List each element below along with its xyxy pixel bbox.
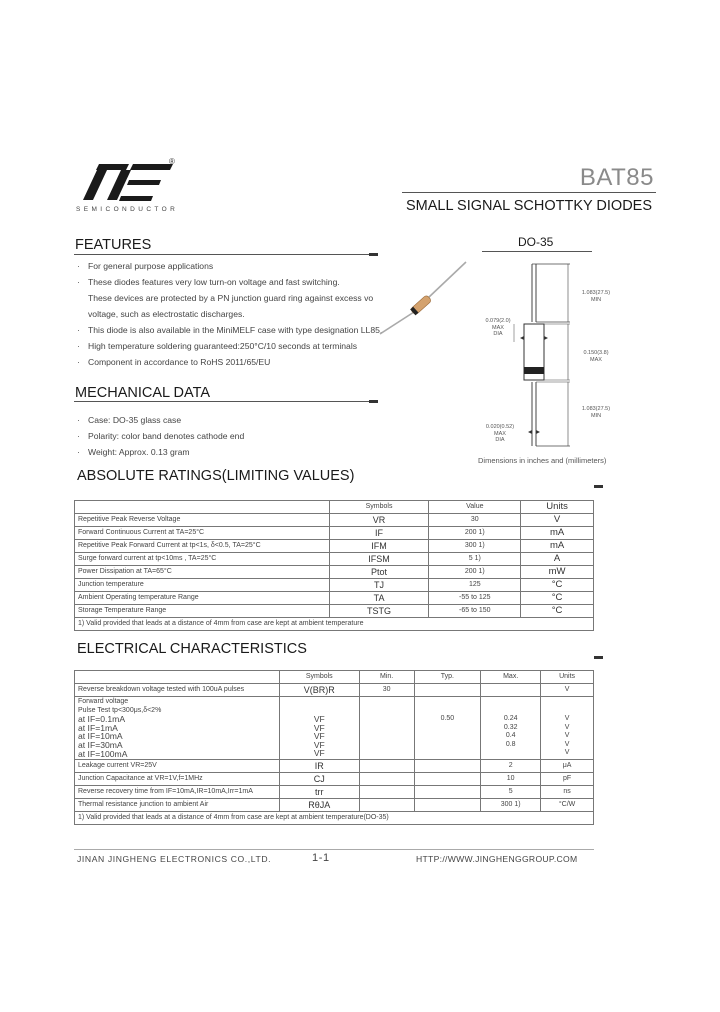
table-cell: IFSM [329,553,429,566]
table-cell [359,773,414,786]
table-cell: °C [521,579,594,592]
text-line: VF [313,739,325,750]
table-cell: 200 1) [429,527,521,540]
text-line: Component in accordance to RoHS 2011/65/EU [88,357,271,367]
table-row [75,760,594,773]
text-line: This diode is also available in the MiniMELF case with type designation LL85. [88,325,383,335]
package-caption: Dimensions in inches and (millimeters) [478,456,607,465]
text-line: at IF=100mA [78,748,128,759]
list-item [77,354,382,370]
features-rule-tick [369,253,378,256]
footer-website-link[interactable]: HTTP://WWW.JINGHENGGROUP.COM [416,854,578,864]
table-cell: Reverse recovery time from IF=10mA,IR=10mA,Irr=1mA [75,786,280,799]
table-row [75,579,594,592]
mechanical-rule [74,401,378,402]
text-line: · [77,325,80,335]
table-cell: trr [279,786,359,799]
table-cell: A [521,553,594,566]
features-rule [74,254,378,255]
text-line: · [77,261,80,271]
table-cell: °C [521,605,594,618]
table-cell [481,684,541,697]
table-cell [75,671,280,684]
table-cell: Units [521,501,594,514]
table-row [75,799,594,812]
text-line: Weight: Approx. 0.13 gram [88,447,190,457]
table-cell: V [541,684,594,697]
table-cell: Junction Capacitance at VR=1V,f=1MHz [75,773,280,786]
table-cell: V(BR)R [279,684,359,697]
absolute-ratings-table [74,500,594,631]
table-cell: 125 [429,579,521,592]
table-cell: Typ. [414,671,481,684]
diode-photo [374,258,474,338]
table-cell: mW [521,566,594,579]
dim-body-diameter: 0.079(2.0) MAX DIA [485,318,511,337]
footer-page-number: 1-1 [312,852,330,864]
text-line: These devices are protected by a PN junction guard ring against excess vo [88,293,374,303]
table-cell [481,697,541,760]
table-cell: Leakage current VR=25V [75,760,280,773]
table-cell: Surge forward current at tp<10ms , TA=25°C [75,553,330,566]
header-rule [402,192,656,193]
table-row [75,684,594,697]
table-footnote-row [75,618,594,631]
table-cell: Forward Continuous Current at TA=25°C [75,527,330,540]
text-line: V [564,723,570,731]
table-cell [359,697,414,760]
table-row [75,773,594,786]
text-line: 0.24 [503,715,518,722]
text-line: · [77,415,80,425]
text-line: · [77,277,80,287]
table-cell [359,799,414,812]
text-line: These diodes features very low turn-on voltage and fast switching. [88,277,340,287]
text-line: Forward voltage [78,698,129,705]
text-line: · [77,341,80,351]
table-cell: °C/W [541,799,594,812]
table-cell: TA [329,592,429,605]
text-line: · [77,447,80,457]
table-cell: 2 [481,760,541,773]
table-cell [414,760,481,773]
absolute-title: ABSOLUTE RATINGS(LIMITING VALUES) [77,468,355,484]
table-cell [414,773,481,786]
electrical-title: ELECTRICAL CHARACTERISTICS [77,641,307,657]
table-cell [414,697,481,760]
text-line: at IF=1mA [78,722,118,733]
table-header-row [75,671,594,684]
text-line: Pulse Test tp<300μs,δ<2% [78,706,162,714]
table-row [75,605,594,618]
text-line: · [77,431,80,441]
table-cell: Storage Temperature Range [75,605,330,618]
table-cell: 5 [481,786,541,799]
features-list [77,258,382,370]
table-row [75,553,594,566]
text-line: V [564,732,570,740]
table-cell: 200 1) [429,566,521,579]
dim-body-length: 0.150(3.8) MAX [583,350,609,363]
part-number: BAT85 [579,164,654,191]
document-subtitle: SMALL SIGNAL SCHOTTKY DIODES [406,198,653,214]
table-cell: IF [329,527,429,540]
table-cell: Ambient Operating temperature Range [75,592,330,605]
text-line: VF [313,731,325,742]
table-cell: Repetitive Peak Forward Current at tp<1s, δ<0.5, TA=25°C [75,540,330,553]
electrical-tick [594,656,603,659]
table-cell [279,697,359,760]
mechanical-list [77,412,244,460]
table-cell: IFM [329,540,429,553]
table-cell: 300 1) [429,540,521,553]
table-cell: Ptot [329,566,429,579]
table-cell: 30 [429,514,521,527]
list-item [77,306,382,322]
dim-lead-bottom: 1.083(27.5) MIN [581,406,611,419]
text-line: High temperature soldering guaranteed:250°C/10 seconds at terminals [88,341,358,351]
table-cell: Symbols [329,501,429,514]
text-line: 0.8 [505,740,516,748]
forward-voltage-block [75,697,594,760]
table-cell: 10 [481,773,541,786]
table-row [75,540,594,553]
table-cell [359,786,414,799]
dim-lead-diameter: 0.020(0.52) MAX DIA [485,424,515,443]
text-line: 0.4 [505,732,516,740]
table-cell: Units [541,671,594,684]
table-cell: °C [521,592,594,605]
table-cell: -55 to 125 [429,592,521,605]
table-header-row [75,501,594,514]
electrical-table [74,670,594,825]
text-line: Case: DO-35 glass case [88,415,182,425]
table-footnote-row [75,812,594,825]
table-cell: V [521,514,594,527]
list-item [77,274,382,290]
text-line: voltage, such as electrostatic discharges. [88,309,245,319]
table-cell [541,697,594,760]
text-line: at IF=30mA [78,739,123,750]
table-cell: Value [429,501,521,514]
table-cell [359,760,414,773]
table-cell: Thermal resistance junction to ambient Air [75,799,280,812]
text-line: 0.50 [440,715,455,722]
table-cell: Min. [359,671,414,684]
list-item [77,412,244,428]
list-item [77,290,382,306]
jj-logo-icon [77,160,177,204]
table-cell: TSTG [329,605,429,618]
table-cell: pF [541,773,594,786]
text-line: V [564,749,570,757]
text-line: V [564,740,570,748]
registered-mark: ® [169,157,175,166]
text-line: VF [313,748,325,759]
table-cell: ns [541,786,594,799]
text-line: · [77,357,80,367]
table-cell [75,501,330,514]
footer-company: JINAN JINGHENG ELECTRONICS CO.,LTD. [77,854,272,864]
text-line: at IF=0.1mA [78,714,126,725]
company-logo [77,160,177,204]
table-cell: CJ [279,773,359,786]
table-cell: Symbols [279,671,359,684]
list-item [77,428,244,444]
table-cell [414,799,481,812]
absolute-footnote: 1) Valid provided that leads at a distance of 4mm from case are kept at ambient temperature [75,618,594,631]
text-line: For general purpose applications [88,261,214,271]
text-line: 0.32 [503,723,518,731]
features-title: FEATURES [75,237,152,253]
text-line: Polarity: color band denotes cathode end [88,431,245,441]
table-cell [414,684,481,697]
table-cell: Max. [481,671,541,684]
text-line: VF [313,722,325,733]
mechanical-rule-tick [369,400,378,403]
table-cell: -65 to 150 [429,605,521,618]
table-cell: TJ [329,579,429,592]
footer-rule [74,849,594,850]
text-line: at IF=10mA [78,731,123,742]
absolute-tick [594,485,603,488]
table-cell: μA [541,760,594,773]
list-item [77,322,382,338]
table-cell: 30 [359,684,414,697]
table-cell: RθJA [279,799,359,812]
table-cell: mA [521,540,594,553]
table-row [75,786,594,799]
list-item [77,258,382,274]
list-item [77,338,382,354]
table-row [75,527,594,540]
table-cell: Power Dissipation at TA=65°C [75,566,330,579]
table-cell: Repetitive Peak Reverse Voltage [75,514,330,527]
table-row [75,566,594,579]
table-cell: Reverse breakdown voltage tested with 100uA pulses [75,684,280,697]
table-cell: IR [279,760,359,773]
table-cell [414,786,481,799]
table-cell: VR [329,514,429,527]
text-line: VF [313,714,325,724]
table-row [75,514,594,527]
company-tagline: SEMICONDUCTOR [76,206,179,213]
table-cell: 5 1) [429,553,521,566]
table-row [75,592,594,605]
mechanical-title: MECHANICAL DATA [75,385,211,401]
table-cell [75,697,280,760]
table-cell: 300 1) [481,799,541,812]
table-cell: Junction temperature [75,579,330,592]
package-label: DO-35 [518,235,554,249]
dim-lead-top: 1.083(27.5) MIN [581,290,611,303]
table-cell: mA [521,527,594,540]
electrical-footnote: 1) Valid provided that leads at a distance of 4mm from case are kept at ambient temperature(DO-35) [75,812,594,825]
text-line: V [564,715,570,722]
list-item [77,444,244,460]
